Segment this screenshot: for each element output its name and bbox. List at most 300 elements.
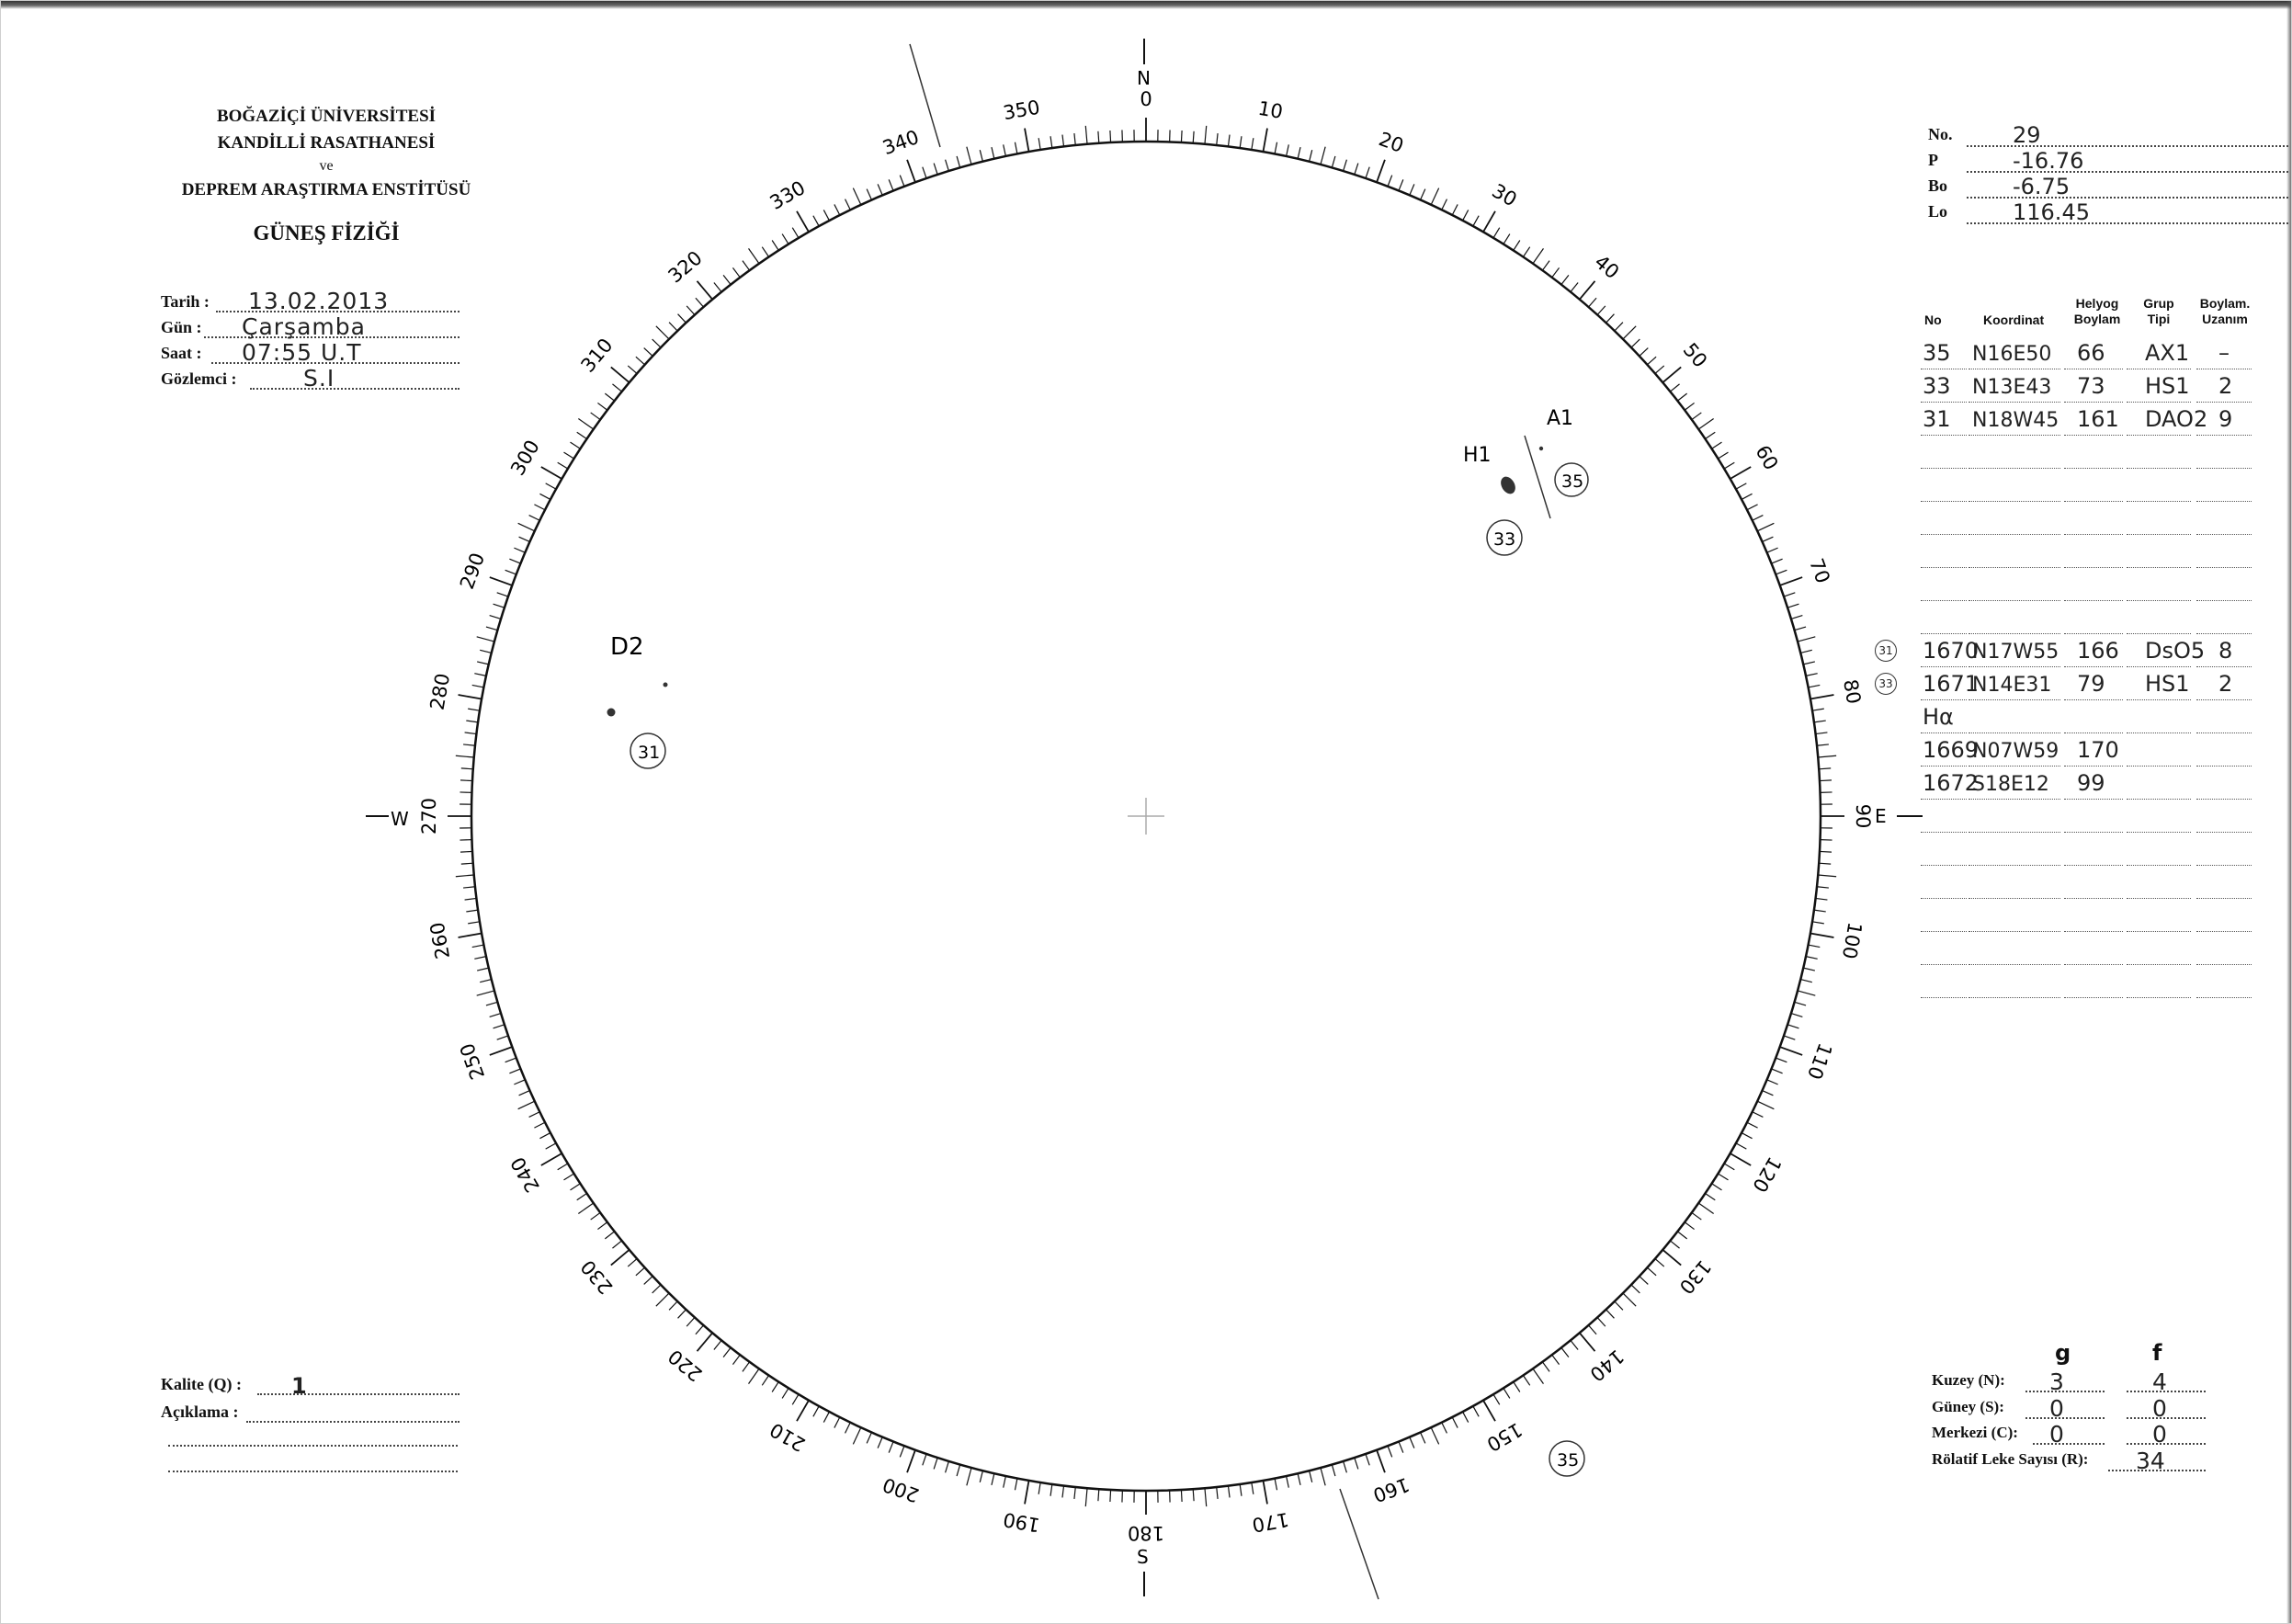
degree-tick xyxy=(656,1293,669,1306)
degree-tick xyxy=(1698,1203,1713,1213)
degree-tick xyxy=(612,1241,621,1248)
west-label: W xyxy=(391,808,409,830)
table-cell-value: N16E50 xyxy=(1972,343,2052,366)
degree-tick xyxy=(1615,323,1623,331)
degree-tick xyxy=(1706,1193,1716,1199)
degree-tick xyxy=(461,863,473,864)
degree-tick xyxy=(1228,135,1230,147)
rolatif-label: Rölatif Leke Sayısı (R): xyxy=(1932,1450,2089,1468)
degree-tick xyxy=(1399,1442,1403,1453)
degree-tick xyxy=(1442,1423,1447,1434)
degree-tick xyxy=(1421,189,1425,200)
degree-tick xyxy=(628,366,637,374)
degree-tick xyxy=(611,367,630,382)
degree-tick xyxy=(1698,419,1713,429)
degree-label: 280 xyxy=(425,671,455,712)
degree-tick xyxy=(1803,662,1815,664)
degree-tick xyxy=(558,1164,568,1170)
degree-tick xyxy=(1514,241,1520,251)
degree-tick xyxy=(1712,1184,1722,1190)
degree-tick xyxy=(907,160,915,182)
degree-tick xyxy=(1561,275,1569,284)
degree-tick xyxy=(1757,1101,1774,1108)
degree-tick xyxy=(494,1025,505,1028)
degree-tick xyxy=(1050,136,1052,148)
table-cell-value: N13E43 xyxy=(1972,376,2052,399)
table-cell-value: 73 xyxy=(2077,373,2105,399)
sunspot-group-33 xyxy=(1498,474,1518,496)
degree-tick xyxy=(636,357,645,365)
degree-tick xyxy=(1240,1484,1242,1496)
institute-name: DEPREM ARAŞTIRMA ENSTİTÜSÜ xyxy=(181,180,471,199)
degree-tick xyxy=(1074,1487,1075,1499)
degree-tick xyxy=(1287,1476,1289,1488)
circle-35-label: 35 xyxy=(1561,471,1584,492)
degree-tick xyxy=(1332,156,1335,167)
degree-tick xyxy=(1606,1310,1615,1319)
table-cell-value: 166 xyxy=(2077,638,2119,664)
degree-tick xyxy=(564,452,574,459)
gun-label: Gün : xyxy=(161,318,202,336)
degree-tick xyxy=(1780,1047,1802,1055)
degree-tick xyxy=(1820,851,1832,852)
degree-tick xyxy=(1806,957,1818,960)
degree-label: 170 xyxy=(1250,1507,1291,1537)
degree-tick xyxy=(1514,1382,1520,1392)
degree-tick xyxy=(1275,142,1276,154)
degree-tick xyxy=(514,548,525,552)
degree-tick xyxy=(578,419,593,429)
degree-tick xyxy=(1542,261,1549,271)
table-cell-value: 2 xyxy=(2218,671,2233,697)
degree-tick xyxy=(546,483,556,489)
degree-tick xyxy=(1677,393,1686,401)
degree-tick xyxy=(1662,1250,1681,1266)
degree-tick xyxy=(792,228,799,238)
degree-tick xyxy=(1193,1489,1194,1501)
circle-33-label: 33 xyxy=(1493,529,1516,550)
lo-label: Lo xyxy=(1928,202,1948,221)
gozlemci-label: Gözlemci : xyxy=(161,369,237,388)
degree-tick xyxy=(686,1317,695,1326)
table-cell-value: 79 xyxy=(2077,671,2105,697)
table-cell-value: DAO2 xyxy=(2145,406,2208,432)
table-cell-value: 1672 xyxy=(1923,770,1980,796)
degree-label: 50 xyxy=(1678,338,1712,372)
degree-tick xyxy=(466,910,478,912)
degree-tick xyxy=(980,1471,982,1482)
col-no-header: No xyxy=(1924,312,1942,327)
degree-tick xyxy=(1742,494,1752,499)
degree-tick xyxy=(1062,135,1064,147)
degree-tick xyxy=(480,980,492,982)
degree-tick xyxy=(463,887,475,888)
degree-tick xyxy=(1747,505,1758,510)
noaa-marker: 33 xyxy=(1875,673,1897,695)
degree-tick xyxy=(459,933,482,937)
degree-label: 20 xyxy=(1376,128,1407,157)
degree-tick xyxy=(477,991,494,995)
degree-tick xyxy=(797,1401,809,1422)
degree-tick xyxy=(762,247,768,257)
table-cell-value: AX1 xyxy=(2145,340,2190,366)
degree-tick xyxy=(597,1222,607,1230)
degree-tick xyxy=(490,577,512,585)
degree-tick xyxy=(474,674,486,676)
a1-label: A1 xyxy=(1547,407,1574,430)
guney-g-value: 0 xyxy=(2049,1395,2064,1422)
degree-label: 110 xyxy=(1802,1039,1837,1083)
degree-tick xyxy=(1442,199,1447,210)
degree-tick xyxy=(1597,1317,1606,1326)
degree-tick xyxy=(1810,695,1834,699)
degree-tick xyxy=(1806,674,1818,676)
degree-tick xyxy=(1228,1486,1230,1498)
degree-tick xyxy=(465,898,477,900)
degree-tick xyxy=(463,744,475,745)
degree-tick xyxy=(686,306,695,315)
aciklama-label: Açıklama : xyxy=(161,1403,239,1421)
degree-tick xyxy=(1818,755,1836,757)
university-name: BOĞAZİÇİ ÜNİVERSİTESİ xyxy=(216,107,437,126)
degree-tick xyxy=(1798,991,1815,995)
degree-tick xyxy=(534,1122,545,1128)
table-cell-value: N07W59 xyxy=(1972,740,2059,763)
degree-tick xyxy=(678,314,686,324)
degree-tick xyxy=(1742,1133,1752,1139)
degree-tick xyxy=(1377,160,1385,182)
table-cell-value: N17W55 xyxy=(1972,641,2059,664)
degree-tick xyxy=(486,1002,497,1005)
table-cell-value: 1670 xyxy=(1923,638,1980,664)
degree-label: 90 xyxy=(1852,803,1874,829)
degree-tick xyxy=(1606,314,1615,324)
degree-tick xyxy=(1730,467,1752,479)
noaa-marker: 31 xyxy=(1875,640,1897,662)
circle-31-label: 31 xyxy=(638,743,661,763)
degree-tick xyxy=(669,323,677,331)
degree-tick xyxy=(1344,160,1347,171)
table-cell-value: N14E31 xyxy=(1972,674,2052,697)
degree-tick xyxy=(1787,604,1798,608)
degree-tick xyxy=(1631,339,1640,347)
degree-tick xyxy=(992,147,994,159)
form-title: GÜNEŞ FİZİĞİ xyxy=(253,221,400,244)
degree-tick xyxy=(813,1406,819,1416)
degree-tick xyxy=(792,1394,799,1404)
degree-tick xyxy=(1685,403,1694,410)
degree-tick xyxy=(1784,593,1795,596)
degree-tick xyxy=(1038,138,1040,150)
degree-tick xyxy=(1098,1489,1099,1501)
table-cell-value: 170 xyxy=(2077,737,2119,763)
degree-tick xyxy=(1814,910,1826,912)
degree-tick xyxy=(907,1450,915,1472)
degree-tick xyxy=(1655,1259,1664,1267)
merkezi-f-value: 0 xyxy=(2152,1421,2167,1448)
degree-tick xyxy=(1542,1362,1549,1372)
circle-35-bottom-label: 35 xyxy=(1557,1450,1580,1471)
table-cell-value: 161 xyxy=(2077,406,2119,432)
degree-tick xyxy=(1589,1325,1597,1334)
table-cell-value: 66 xyxy=(2077,340,2105,366)
bo-value: -6.75 xyxy=(2013,174,2071,199)
degree-tick xyxy=(505,570,516,574)
degree-tick xyxy=(612,384,621,392)
degree-tick xyxy=(749,248,759,263)
degree-tick xyxy=(867,1433,871,1444)
degree-tick xyxy=(1795,627,1806,630)
degree-tick xyxy=(1523,247,1529,257)
degree-tick xyxy=(1763,537,1774,541)
degree-label: 180 xyxy=(1127,1522,1165,1544)
degree-tick xyxy=(1025,129,1029,153)
table-cell-value: 8 xyxy=(2218,638,2233,664)
degree-tick xyxy=(1523,1376,1529,1386)
degree-tick xyxy=(1791,616,1802,619)
degree-tick xyxy=(1623,1293,1636,1306)
degree-tick xyxy=(934,164,937,175)
degree-tick xyxy=(1718,452,1728,459)
degree-tick xyxy=(1205,1488,1207,1506)
degree-tick xyxy=(1757,523,1774,530)
degree-tick xyxy=(889,1442,893,1453)
degree-tick xyxy=(1580,1333,1595,1351)
degree-tick xyxy=(1421,1433,1425,1444)
kalite-label: Kalite (Q) : xyxy=(161,1375,242,1393)
degree-tick xyxy=(644,348,653,357)
degree-tick xyxy=(1814,721,1826,722)
degree-tick xyxy=(797,211,809,233)
kalite-value: 1 xyxy=(291,1373,307,1399)
degree-tick xyxy=(1817,744,1829,745)
table-cell-value: 99 xyxy=(2077,770,2105,796)
degree-tick xyxy=(1776,1058,1787,1062)
degree-tick xyxy=(1800,650,1812,653)
degree-label: 240 xyxy=(506,1153,544,1197)
degree-tick xyxy=(468,922,480,924)
table-cell-value: 33 xyxy=(1923,373,1951,399)
kuzey-f-value: 4 xyxy=(2152,1368,2167,1395)
degree-tick xyxy=(1431,1427,1438,1444)
degree-tick xyxy=(1025,1481,1029,1505)
degree-tick xyxy=(878,184,882,195)
degree-tick xyxy=(823,210,829,220)
degree-label: 100 xyxy=(1837,920,1867,961)
degree-tick xyxy=(558,462,568,469)
degree-tick xyxy=(1640,1277,1649,1285)
north-label: N xyxy=(1137,67,1151,89)
degree-tick xyxy=(1571,1340,1578,1349)
degree-tick xyxy=(1809,945,1821,947)
degree-tick xyxy=(1483,1401,1495,1422)
degree-tick xyxy=(957,1465,960,1476)
degree-tick xyxy=(644,1277,653,1285)
degree-tick xyxy=(1074,133,1075,145)
degree-tick xyxy=(1685,1222,1694,1230)
p-value: -16.76 xyxy=(2013,148,2084,174)
degree-tick xyxy=(1787,1025,1798,1028)
degree-tick xyxy=(497,1036,508,1039)
degree-tick xyxy=(652,1285,661,1293)
degree-tick xyxy=(636,1267,645,1276)
degree-tick xyxy=(1205,126,1207,144)
degree-tick xyxy=(597,403,607,410)
degree-tick xyxy=(514,1080,525,1085)
degree-tick xyxy=(934,1458,937,1469)
degree-tick xyxy=(1533,1368,1543,1383)
group-separator-line xyxy=(1525,436,1550,518)
degree-tick xyxy=(1647,1267,1656,1276)
degree-tick xyxy=(1310,150,1312,162)
degree-tick xyxy=(696,1325,704,1334)
degree-tick xyxy=(1772,1069,1783,1073)
table-cell-value: 2 xyxy=(2218,373,2233,399)
degree-tick xyxy=(1763,1091,1774,1096)
degree-tick xyxy=(460,851,472,852)
degree-tick xyxy=(628,1259,637,1267)
degree-label: 260 xyxy=(425,920,455,961)
table-cell-value: 31 xyxy=(1923,406,1951,432)
degree-tick xyxy=(1263,129,1267,153)
g-column-header: g xyxy=(2055,1340,2071,1366)
degree-tick xyxy=(1410,1437,1414,1448)
degree-tick xyxy=(505,1058,516,1062)
merkezi-g-value: 0 xyxy=(2049,1421,2064,1448)
degree-tick xyxy=(980,150,982,162)
degree-tick xyxy=(1388,176,1392,187)
degree-tick xyxy=(1344,1461,1347,1472)
degree-tick xyxy=(834,204,840,215)
degree-tick xyxy=(853,188,860,205)
degree-tick xyxy=(1615,1301,1623,1310)
degree-tick xyxy=(1463,1412,1469,1422)
degree-tick xyxy=(923,167,926,178)
degree-tick xyxy=(1410,184,1414,195)
degree-tick xyxy=(1452,204,1458,215)
degree-tick xyxy=(1217,133,1218,145)
tarih-label: Tarih : xyxy=(161,292,210,311)
degree-tick xyxy=(732,267,740,277)
degree-tick xyxy=(477,968,489,971)
degree-tick xyxy=(465,733,477,734)
degree-tick xyxy=(529,516,540,521)
degree-tick xyxy=(1820,780,1832,781)
degree-tick xyxy=(1818,875,1836,877)
degree-tick xyxy=(497,593,508,596)
degree-label: 120 xyxy=(1748,1153,1786,1197)
lo-value: 116.45 xyxy=(2013,199,2090,225)
degree-tick xyxy=(605,393,614,401)
gun-value: Çarşamba xyxy=(242,313,366,340)
degree-label: 340 xyxy=(879,125,923,160)
degree-label: 270 xyxy=(418,797,440,835)
degree-tick xyxy=(1493,228,1500,238)
sunspot-group-31-leader xyxy=(607,709,616,717)
degree-tick xyxy=(490,1047,512,1055)
degree-tick xyxy=(1062,1486,1064,1498)
degree-tick xyxy=(1098,131,1099,143)
degree-tick xyxy=(591,413,601,420)
degree-tick xyxy=(1355,1458,1358,1469)
degree-tick xyxy=(900,176,904,187)
degree-tick xyxy=(1791,1014,1802,1017)
degree-tick xyxy=(714,1340,721,1349)
degree-tick xyxy=(732,1355,740,1364)
degree-tick xyxy=(1252,138,1254,150)
degree-tick xyxy=(1692,413,1702,420)
degree-tick xyxy=(1706,432,1716,438)
degree-label: 330 xyxy=(766,176,810,214)
degree-tick xyxy=(743,1362,750,1372)
rolatif-value: 34 xyxy=(2136,1448,2165,1474)
degree-tick xyxy=(466,721,478,722)
degree-tick xyxy=(1819,768,1831,769)
table-cell-value: 9 xyxy=(2218,406,2233,432)
degree-tick xyxy=(813,216,819,226)
degree-tick xyxy=(1809,685,1821,687)
degree-tick xyxy=(762,1376,768,1386)
degree-tick xyxy=(591,1212,601,1220)
degree-label: 290 xyxy=(455,550,490,593)
degree-tick xyxy=(1655,366,1664,374)
degree-label: 250 xyxy=(455,1039,490,1083)
degree-tick xyxy=(1753,516,1764,521)
degree-label: 190 xyxy=(1001,1507,1042,1537)
degree-tick xyxy=(456,755,474,757)
degree-tick xyxy=(946,1461,949,1472)
degree-tick xyxy=(1275,1479,1276,1491)
degree-tick xyxy=(1085,1488,1087,1506)
degree-tick xyxy=(1647,357,1656,365)
degree-tick xyxy=(1772,559,1783,563)
degree-tick xyxy=(900,1446,904,1457)
f-column-header: f xyxy=(2152,1340,2162,1366)
degree-tick xyxy=(1677,1232,1686,1239)
degree-tick xyxy=(946,160,949,171)
degree-tick xyxy=(1287,144,1289,156)
degree-tick xyxy=(1724,1164,1734,1170)
degree-tick xyxy=(1718,1174,1728,1180)
degree-tick xyxy=(1463,210,1469,220)
degree-tick xyxy=(656,326,669,339)
degree-tick xyxy=(541,1153,562,1165)
degree-tick xyxy=(1473,1406,1479,1416)
table-cell-value: DsO5 xyxy=(2145,638,2206,664)
saat-label: Saat : xyxy=(161,344,202,362)
degree-tick xyxy=(490,1014,501,1017)
degree-tick xyxy=(772,241,778,251)
degree-tick xyxy=(957,156,960,167)
degree-label: 10 xyxy=(1256,97,1285,123)
degree-tick xyxy=(1332,1465,1335,1476)
degree-tick xyxy=(611,1250,630,1266)
degree-tick xyxy=(923,1454,926,1465)
degree-tick xyxy=(1110,1490,1111,1502)
degree-tick xyxy=(1670,384,1679,392)
table-cell-value: HS1 xyxy=(2145,671,2190,697)
table-cell-value: HS1 xyxy=(2145,373,2190,399)
degree-label: 310 xyxy=(576,334,618,377)
degree-tick xyxy=(1493,1394,1500,1404)
degree-tick xyxy=(468,709,480,710)
degree-tick xyxy=(1724,462,1734,469)
degree-tick xyxy=(1776,570,1787,574)
degree-label: 40 xyxy=(1590,250,1624,284)
center-cross xyxy=(1128,798,1164,835)
degree-label: 320 xyxy=(664,246,707,288)
sunspot-group-35 xyxy=(1539,447,1543,450)
